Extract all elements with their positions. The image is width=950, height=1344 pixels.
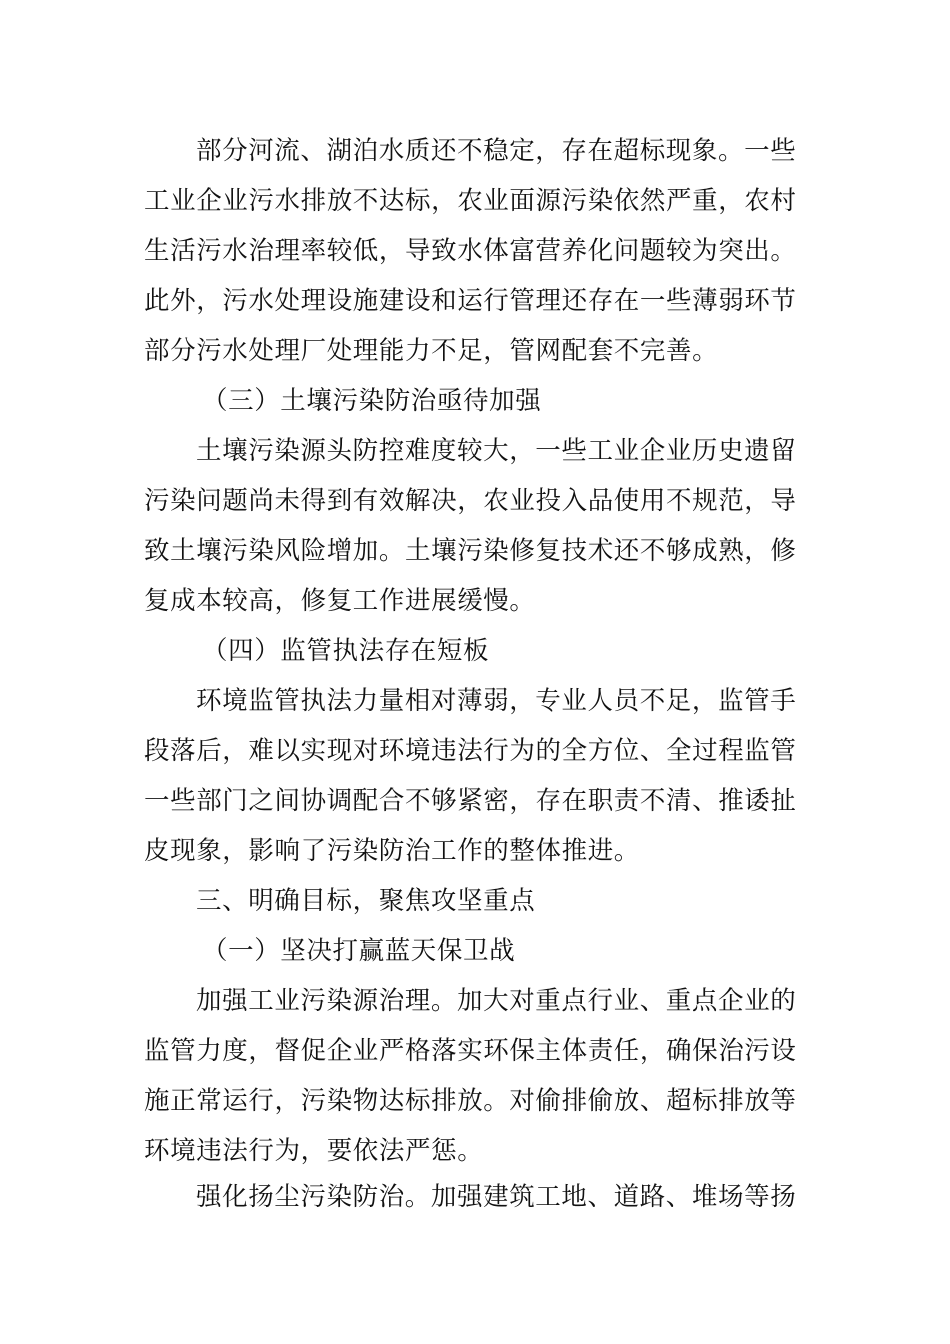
chapter-heading: 三、明确目标，聚焦攻坚重点: [196, 886, 536, 916]
paragraph-line: 皮现象，影响了污染防治工作的整体推进。: [144, 836, 640, 866]
paragraph-line: 监管力度，督促企业严格落实环保主体责任，确保治污设: [144, 1036, 797, 1066]
paragraph-line: 一些部门之间协调配合不够紧密，存在职责不清、推诿扯: [144, 786, 797, 816]
paragraph-line: 此外，污水处理设施建设和运行管理还存在一些薄弱环节: [144, 286, 797, 316]
paragraph-line: 工业企业污水排放不达标，农业面源污染依然严重，农村: [144, 186, 797, 216]
paragraph-line: 土壤污染源头防控难度较大，一些工业企业历史遗留: [196, 436, 797, 466]
paragraph-line: 强化扬尘污染防治。加强建筑工地、道路、堆场等扬: [196, 1182, 797, 1212]
paragraph-line: 污染问题尚未得到有效解决，农业投入品使用不规范，导: [144, 486, 797, 516]
document-body-continued: [144, 1172, 808, 1222]
section-heading: （四）监管执法存在短板: [202, 636, 490, 666]
document-body: [144, 126, 808, 1176]
paragraph-line: 环境监管执法力量相对薄弱，专业人员不足，监管手: [196, 686, 797, 716]
section-heading: （三）土壤污染防治亟待加强: [202, 386, 542, 416]
paragraph-line: 部分污水处理厂处理能力不足，管网配套不完善。: [144, 336, 719, 366]
paragraph-line: 加强工业污染源治理。加大对重点行业、重点企业的: [196, 986, 797, 1016]
paragraph-line: 生活污水治理率较低，导致水体富营养化问题较为突出。: [144, 236, 797, 266]
paragraph-line: 环境违法行为，要依法严惩。: [144, 1136, 484, 1166]
paragraph-line: 致土壤污染风险增加。土壤污染修复技术还不够成熟，修: [144, 536, 797, 566]
paragraph-line: 段落后，难以实现对环境违法行为的全方位、全过程监管: [144, 736, 797, 766]
section-heading: （一）坚决打赢蓝天保卫战: [202, 936, 516, 966]
paragraph-line: 部分河流、湖泊水质还不稳定，存在超标现象。一些: [196, 136, 797, 166]
paragraph-line: 复成本较高，修复工作进展缓慢。: [144, 586, 536, 616]
paragraph-line: 施正常运行，污染物达标排放。对偷排偷放、超标排放等: [144, 1086, 797, 1116]
